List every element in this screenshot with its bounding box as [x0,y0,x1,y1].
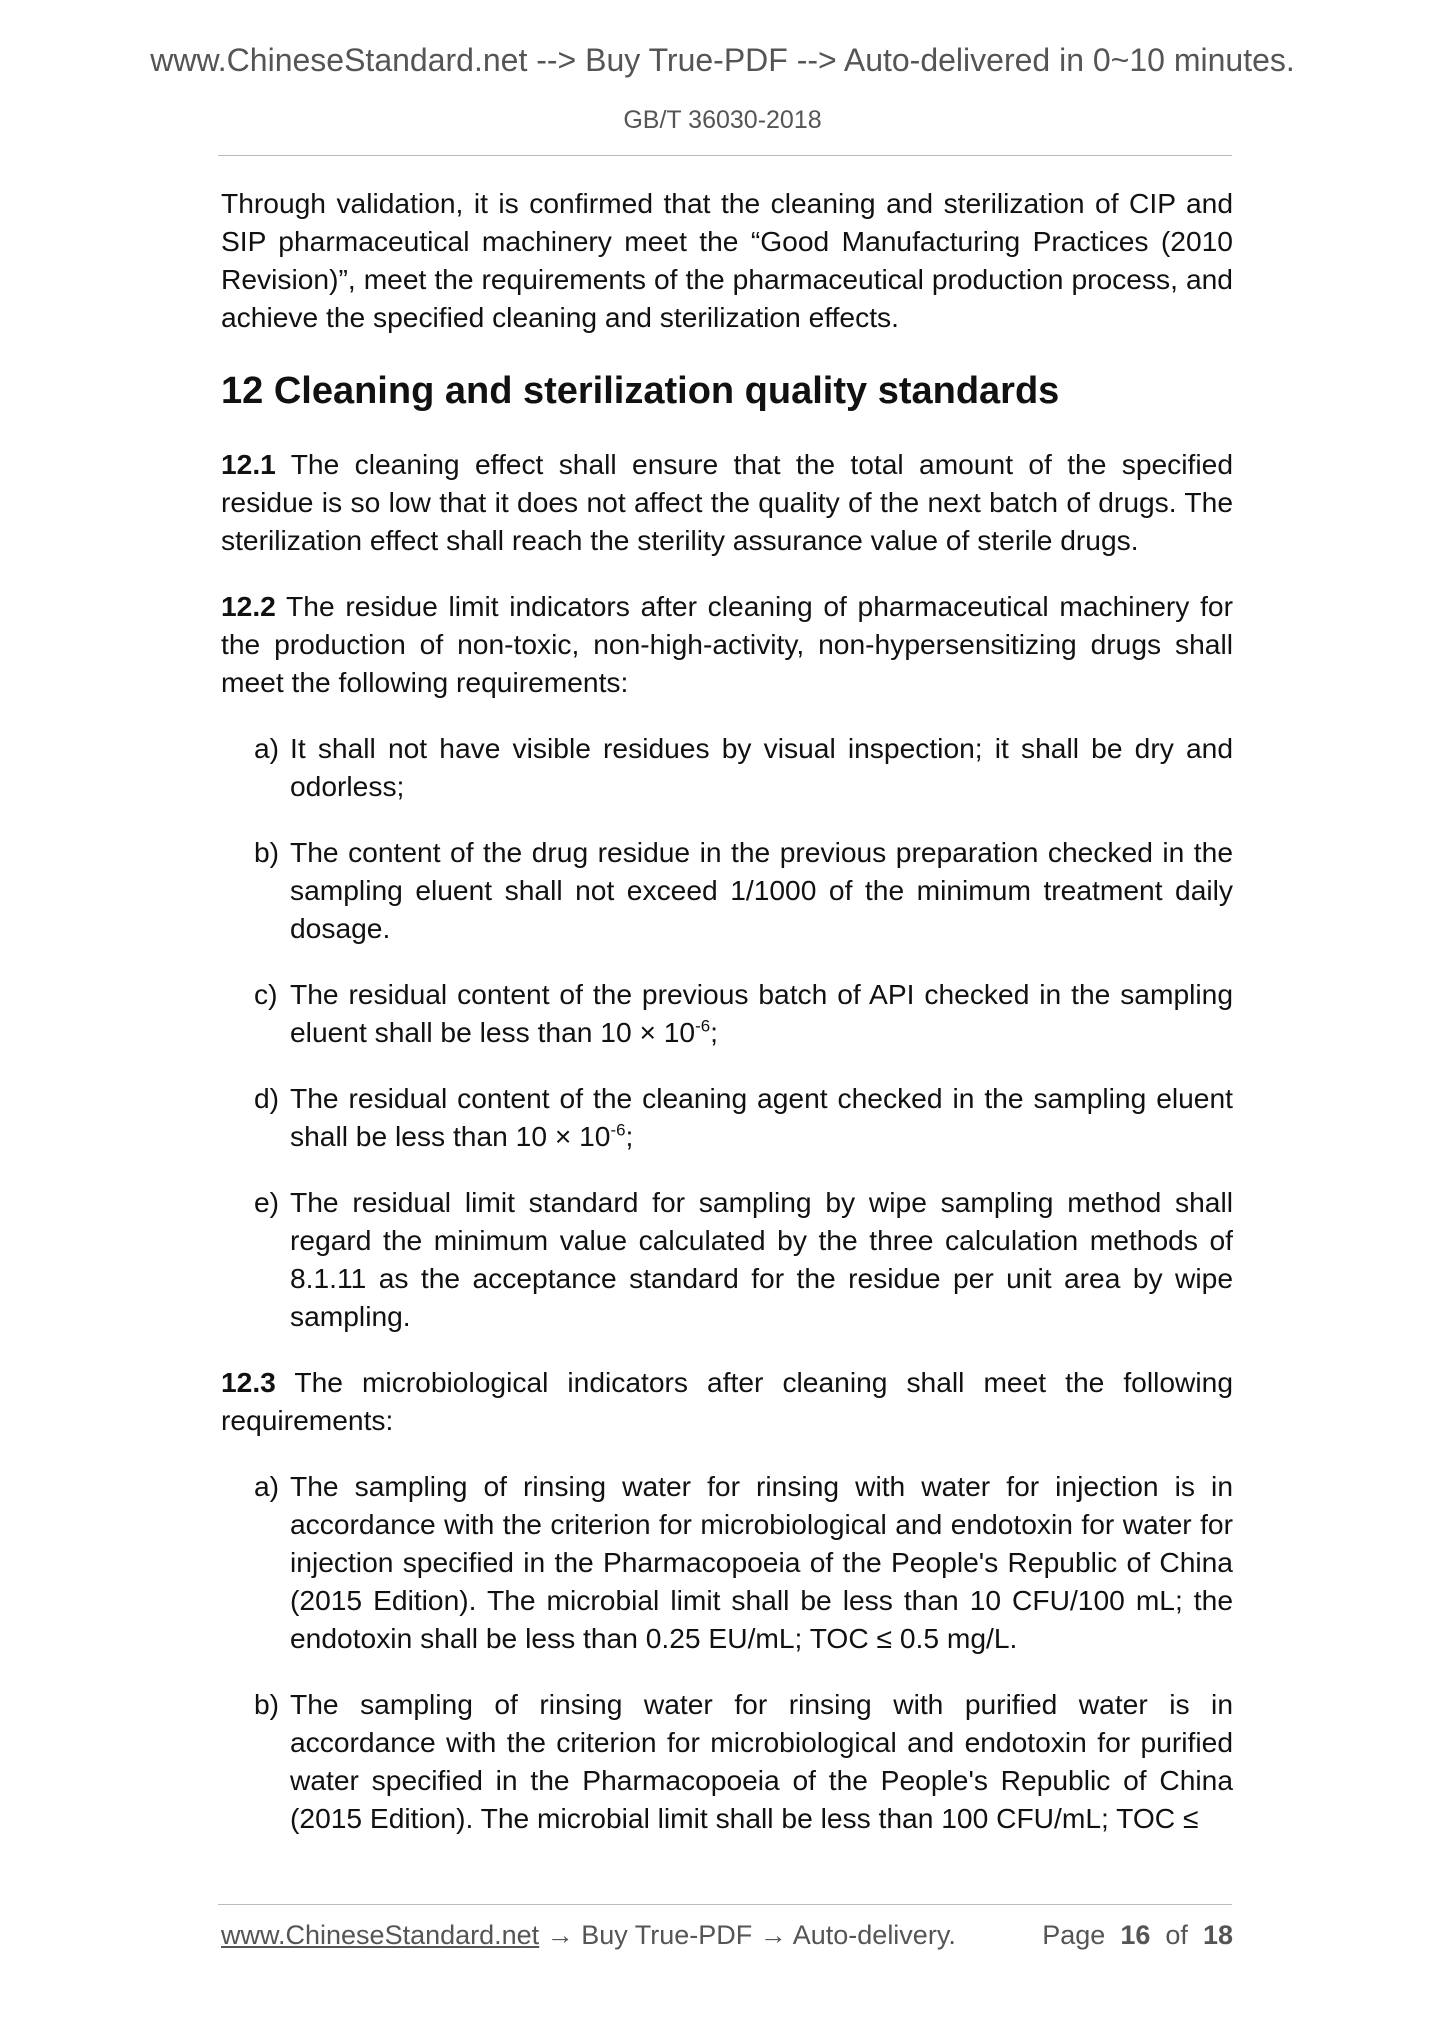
clause-number: 12.3 [221,1366,276,1398]
standard-code: GB/T 36030-2018 [623,106,822,134]
list-item-text: The residual content of the previous batch of API checked in the sampling eluent shall be less than $10 \times 10^{-6}$; [290,978,1233,1048]
list-item [254,975,1233,1051]
list-marker: d) [254,1082,280,1114]
clause-text: The cleaning effect shall ensure that the total amount of the specified residue is so low that it does not affect the quality of the next batch of drugs. The sterilization effect shall reach the sterility assurance value of sterile drugs. [221,448,1233,556]
list-marker: e) [254,1186,280,1218]
header-divider [218,155,1232,156]
list-item [254,1685,1233,1837]
footer-tagline: → Buy True-PDF → Auto-delivery. [539,1920,956,1950]
list-item-text: The residual content of the cleaning agent checked in the sampling eluent shall be less than $10 \times 10^{-6}$; [290,1082,1233,1152]
list-marker: b) [254,836,280,868]
exponent: -6 [610,1120,626,1140]
clause-number: 12.1 [221,448,276,480]
clause-12-1 [221,445,1233,559]
list-item [254,833,1233,947]
list-item-text: The sampling of rinsing water for rinsing with purified water is in accordance with the criterion for microbiological and endotoxin for purified water specified in the Pharmacopoeia of the People's Republic of China (2015 Edition). The microbial limit shall be less than 100 CFU/mL; TOC ≤ [290,1688,1233,1834]
intro-paragraph: Through validation, it is confirmed that the cleaning and sterilization of CIP and SIP pharmaceutical machinery meet the “Good Manufacturing Practices (2010 Revision)”, meet the requirements of the pharmaceutical production process, and achieve the specified cleaning and sterilization effects. [221,187,1233,333]
exponent: -6 [695,1016,711,1036]
list-marker: a) [254,732,280,764]
list-item [254,1467,1233,1657]
current-page: 16 [1120,1920,1151,1950]
page-indicator: Page 16 of 18 [1042,1920,1233,1950]
page-footer [221,1920,1233,1960]
document-body [221,184,1233,1865]
section-heading: 12 Cleaning and sterilization quality standards [221,370,1060,412]
list-item-text: The content of the drug residue in the previous preparation checked in the sampling eluent shall not exceed 1/1000 of the minimum treatment daily dosage. [290,836,1233,944]
list-marker: b) [254,1688,280,1720]
list-marker: c) [254,978,278,1010]
list-item [254,1183,1233,1335]
list-item [254,729,1233,805]
clause-12-2 [221,587,1233,701]
clause-text: The residue limit indicators after cleaning of pharmaceutical machinery for the production of non-toxic, non-high-activity, non-hypersensitizing drugs shall meet the following requirements: [221,590,1233,698]
footer-divider [218,1904,1232,1905]
list-item-text: The residual limit standard for sampling by wipe sampling method shall regard the minimum value calculated by the three calculation methods of 8.1.11 as the acceptance standard for the residue per unit area by wipe sampling. [290,1186,1233,1332]
top-banner: www.ChineseStandard.net --> Buy True-PDF --> Auto-delivered in 0~10 minutes. [150,42,1295,78]
site-link[interactable]: www.ChineseStandard.net [221,1920,540,1950]
total-pages: 18 [1202,1920,1233,1950]
clause-number: 12.2 [221,590,276,622]
clause-text: The microbiological indicators after cleaning shall meet the following requirements: [221,1366,1233,1436]
footer-promo [221,1920,956,1951]
list-item [254,1079,1233,1155]
list-item-text: The sampling of rinsing water for rinsing with water for injection is in accordance with the criterion for microbiological and endotoxin for water for injection specified in the Pharmacopoeia of the People's Republic of China (2015 Edition). The microbial limit shall be less than 10 CFU/100 mL; the endotoxin shall be less than 0.25 EU/mL; TOC ≤ 0.5 mg/L. [290,1470,1233,1654]
list-marker: a) [254,1470,280,1502]
list-item-text: It shall not have visible residues by visual inspection; it shall be dry and odorless; [290,732,1233,802]
clause-12-3 [221,1363,1233,1439]
